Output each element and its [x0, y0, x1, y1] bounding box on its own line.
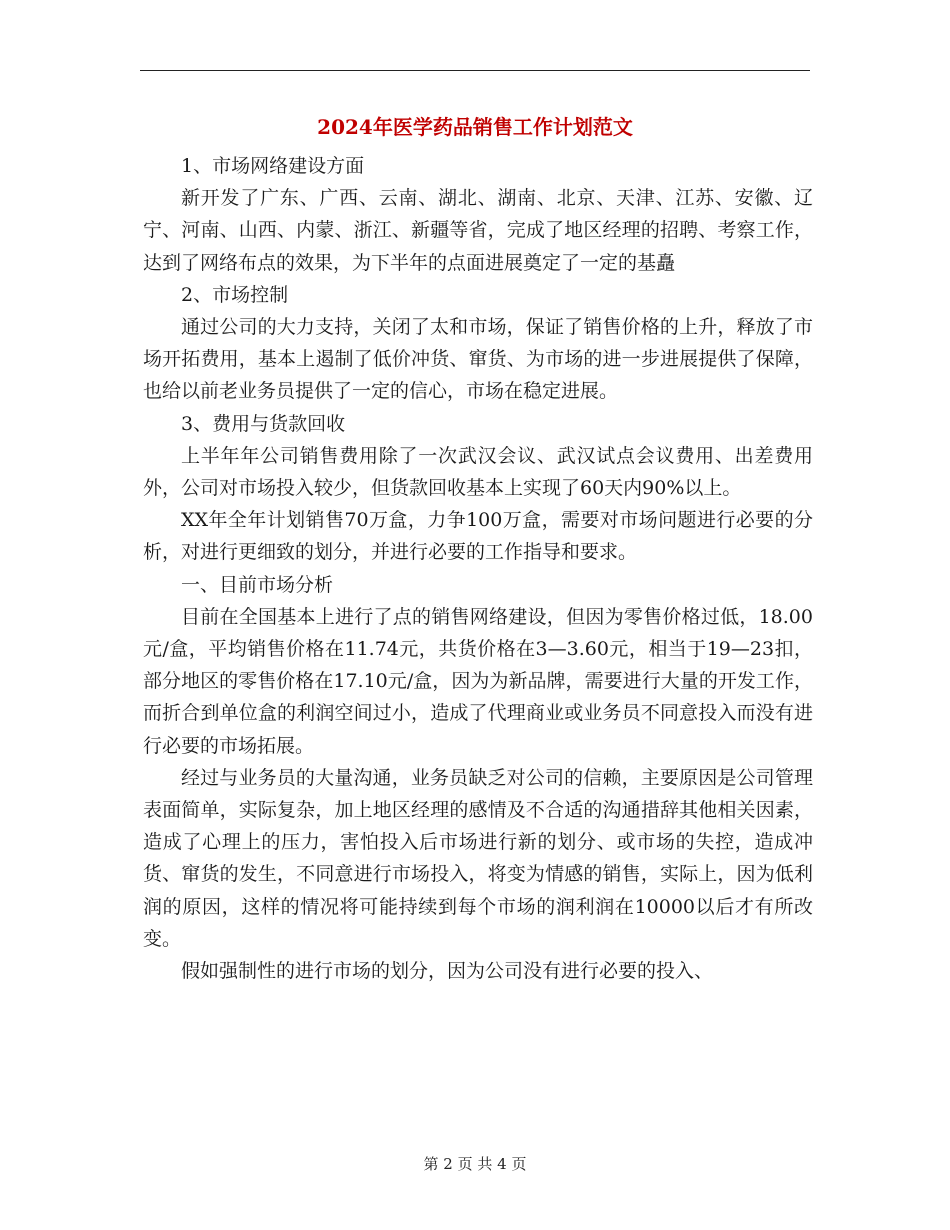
section-heading-costs: 3、费用与货款回收: [181, 412, 346, 435]
document-title: 2024年医学药品销售工作计划范文: [317, 115, 633, 139]
paragraph-forced-division: 假如强制性的进行市场的划分，因为公司没有进行必要的投入、: [181, 960, 714, 983]
document-body: [143, 150, 813, 987]
paragraph-network: 新开发了广东、广西、云南、湖北、湖南、北京、天津、江苏、安徽、辽宁、河南、山西、内蒙、浙江、新疆等省，完成了地区经理的招聘、考察工作，达到了网络布点的效果，为下半年的点面进展奠定了一定的基矗: [143, 187, 813, 274]
paragraph-market-control: 通过公司的大力支持，关闭了太和市场，保证了销售价格的上升，释放了市场开拓费用，基本上遏制了低价冲货、窜货、为市场的进一步进展提供了保障，也给以前老业务员提供了一定的信心，市场在稳定进展。: [143, 316, 813, 403]
paragraph-annual-plan: XX年全年计划销售70万盒，力争100万盒，需要对市场问题进行必要的分析，对进行更细致的划分，并进行必要的工作指导和要求。: [143, 509, 813, 564]
section-heading-market-analysis: 一、目前市场分析: [181, 573, 334, 596]
paragraph-costs: 上半年年公司销售费用除了一次武汉会议、武汉试点会议费用、出差费用外，公司对市场投入较少，但货款回收基本上实现了60天内90%以上。: [143, 444, 813, 500]
header-rule: [140, 70, 810, 71]
section-heading-market-control: 2、市场控制: [181, 283, 289, 306]
page-footer: 第 2 页 共 4 页: [423, 1155, 527, 1173]
paragraph-market-analysis: 目前在全国基本上进行了点的销售网络建设，但因为零售价格过低，18.00元/盒，平均销售价格在11.74元，共货价格在3—3.60元，相当于19—23扣，部分地区的零售价格在17.10元/盒，因为为新品牌，需要进行大量的开发工作，而折合到单位盒的利润空间过小，造成了代理商业或业务员不同意投入而没有进行必要的市场拓展。: [143, 605, 813, 757]
paragraph-communication: 经过与业务员的大量沟通，业务员缺乏对公司的信赖，主要原因是公司管理表面简单，实际复杂，加上地区经理的感情及不合适的沟通措辞其他相关因素，造成了心理上的压力，害怕投入后市场进行新的划分、或市场的失控，造成冲货、窜货的发生，不同意进行市场投入，将变为情感的销售，实际上，因为低利润的原因，这样的情况将可能持续到每个市场的润利润在10000以后才有所改变。: [143, 766, 813, 950]
section-heading-network: 1、市场网络建设方面: [181, 155, 365, 177]
